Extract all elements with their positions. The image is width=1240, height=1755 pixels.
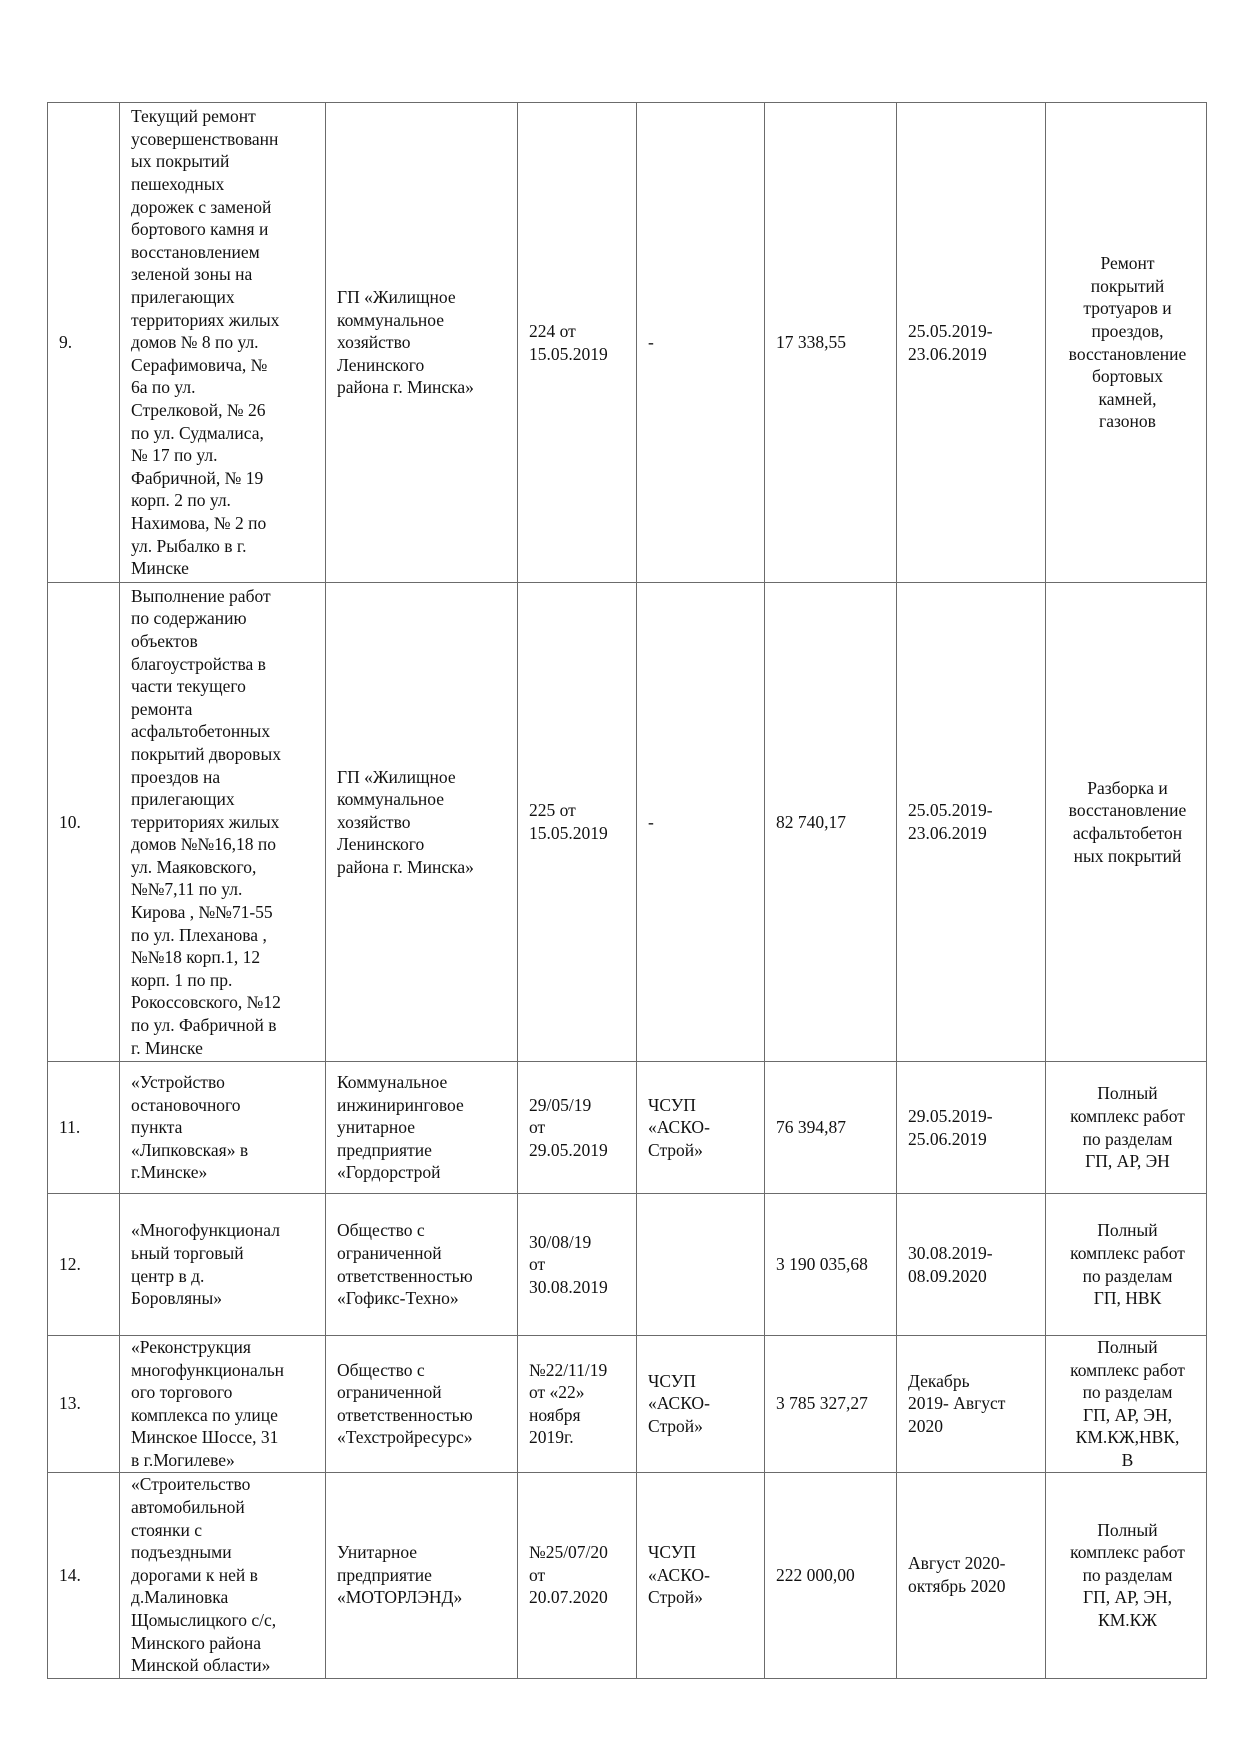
general-contractor: ЧСУП «АСКО- Строй» bbox=[637, 1472, 765, 1678]
table-row bbox=[48, 1194, 1207, 1336]
object-name: «Строительство автомобильной стоянки с подъездными дорогами к ней в д.Малиновка Щомыслицкого с/с, Минского района Минской области» bbox=[120, 1472, 326, 1678]
period: 30.08.2019- 08.09.2020 bbox=[897, 1194, 1046, 1336]
customer: Общество с ограниченной ответственностью «Техстройресурс» bbox=[326, 1336, 518, 1473]
period: Август 2020- октябрь 2020 bbox=[897, 1472, 1046, 1678]
customer: ГП «Жилищное коммунальное хозяйство Ленинского района г. Минска» bbox=[326, 103, 518, 583]
period: Декабрь 2019- Август 2020 bbox=[897, 1336, 1046, 1473]
amount: 17 338,55 bbox=[765, 103, 897, 583]
customer: ГП «Жилищное коммунальное хозяйство Ленинского района г. Минска» bbox=[326, 583, 518, 1062]
customer: Общество с ограниченной ответственностью «Гофикс-Техно» bbox=[326, 1194, 518, 1336]
object-name: Выполнение работ по содержанию объектов благоустройства в части текущего ремонта асфальтобетонных покрытий дворовых проездов на прилегающих территориях жилых домов №№16,18 по ул. Маяковского, №№7,11 по ул. Кирова , №№71-55 по ул. Плеханова , №№18 корп.1, 12 корп. 1 по пр. Рокоссовского, №12 по ул. Фабричной в г. Минске bbox=[120, 583, 326, 1062]
row-number: 11. bbox=[48, 1062, 120, 1194]
table-row bbox=[48, 583, 1207, 1062]
projects-table bbox=[47, 102, 1207, 1679]
amount: 82 740,17 bbox=[765, 583, 897, 1062]
period: 25.05.2019- 23.06.2019 bbox=[897, 583, 1046, 1062]
amount: 76 394,87 bbox=[765, 1062, 897, 1194]
row-number: 13. bbox=[48, 1336, 120, 1473]
general-contractor: - bbox=[637, 103, 765, 583]
table-row bbox=[48, 1336, 1207, 1473]
table-row bbox=[48, 103, 1207, 583]
general-contractor: - bbox=[637, 583, 765, 1062]
contract: №22/11/19 от «22» ноября 2019г. bbox=[518, 1336, 637, 1473]
general-contractor: ЧСУП «АСКО- Строй» bbox=[637, 1062, 765, 1194]
table-row bbox=[48, 1472, 1207, 1678]
works-description: Разборка и восстановление асфальтобетон ных покрытий bbox=[1046, 583, 1207, 1062]
amount: 3 785 327,27 bbox=[765, 1336, 897, 1473]
general-contractor bbox=[637, 1194, 765, 1336]
contract: №25/07/20 от 20.07.2020 bbox=[518, 1472, 637, 1678]
customer: Коммунальное инжиниринговое унитарное предприятие «Гордорстрой bbox=[326, 1062, 518, 1194]
period: 25.05.2019- 23.06.2019 bbox=[897, 103, 1046, 583]
customer: Унитарное предприятие «МОТОРЛЭНД» bbox=[326, 1472, 518, 1678]
contract: 225 от 15.05.2019 bbox=[518, 583, 637, 1062]
general-contractor: ЧСУП «АСКО- Строй» bbox=[637, 1336, 765, 1473]
object-name: «Устройство остановочного пункта «Липковская» в г.Минске» bbox=[120, 1062, 326, 1194]
object-name: «Реконструкция многофункциональн ого торгового комплекса по улице Минское Шоссе, 31 в г.Могилеве» bbox=[120, 1336, 326, 1473]
row-number: 14. bbox=[48, 1472, 120, 1678]
contract: 224 от 15.05.2019 bbox=[518, 103, 637, 583]
row-number: 10. bbox=[48, 583, 120, 1062]
works-description: Ремонт покрытий тротуаров и проездов, восстановление бортовых камней, газонов bbox=[1046, 103, 1207, 583]
row-number: 9. bbox=[48, 103, 120, 583]
works-description: Полный комплекс работ по разделам ГП, АР, ЭН, КМ.КЖ,НВК, В bbox=[1046, 1336, 1207, 1473]
amount: 3 190 035,68 bbox=[765, 1194, 897, 1336]
contract: 30/08/19 от 30.08.2019 bbox=[518, 1194, 637, 1336]
works-description: Полный комплекс работ по разделам ГП, АР, ЭН bbox=[1046, 1062, 1207, 1194]
period: 29.05.2019- 25.06.2019 bbox=[897, 1062, 1046, 1194]
works-description: Полный комплекс работ по разделам ГП, НВК bbox=[1046, 1194, 1207, 1336]
contract: 29/05/19 от 29.05.2019 bbox=[518, 1062, 637, 1194]
row-number: 12. bbox=[48, 1194, 120, 1336]
amount: 222 000,00 bbox=[765, 1472, 897, 1678]
table-row bbox=[48, 1062, 1207, 1194]
object-name: «Многофункционал ьный торговый центр в д. Боровляны» bbox=[120, 1194, 326, 1336]
object-name: Текущий ремонт усовершенствованн ых покрытий пешеходных дорожек с заменой бортового камня и восстановлением зеленой зоны на прилегающих территориях жилых домов № 8 по ул. Серафимовича, № 6а по ул. Стрелковой, № 26 по ул. Судмалиса, № 17 по ул. Фабричной, № 19 корп. 2 по ул. Нахимова, № 2 по ул. Рыбалко в г. Минске bbox=[120, 103, 326, 583]
works-description: Полный комплекс работ по разделам ГП, АР, ЭН, КМ.КЖ bbox=[1046, 1472, 1207, 1678]
